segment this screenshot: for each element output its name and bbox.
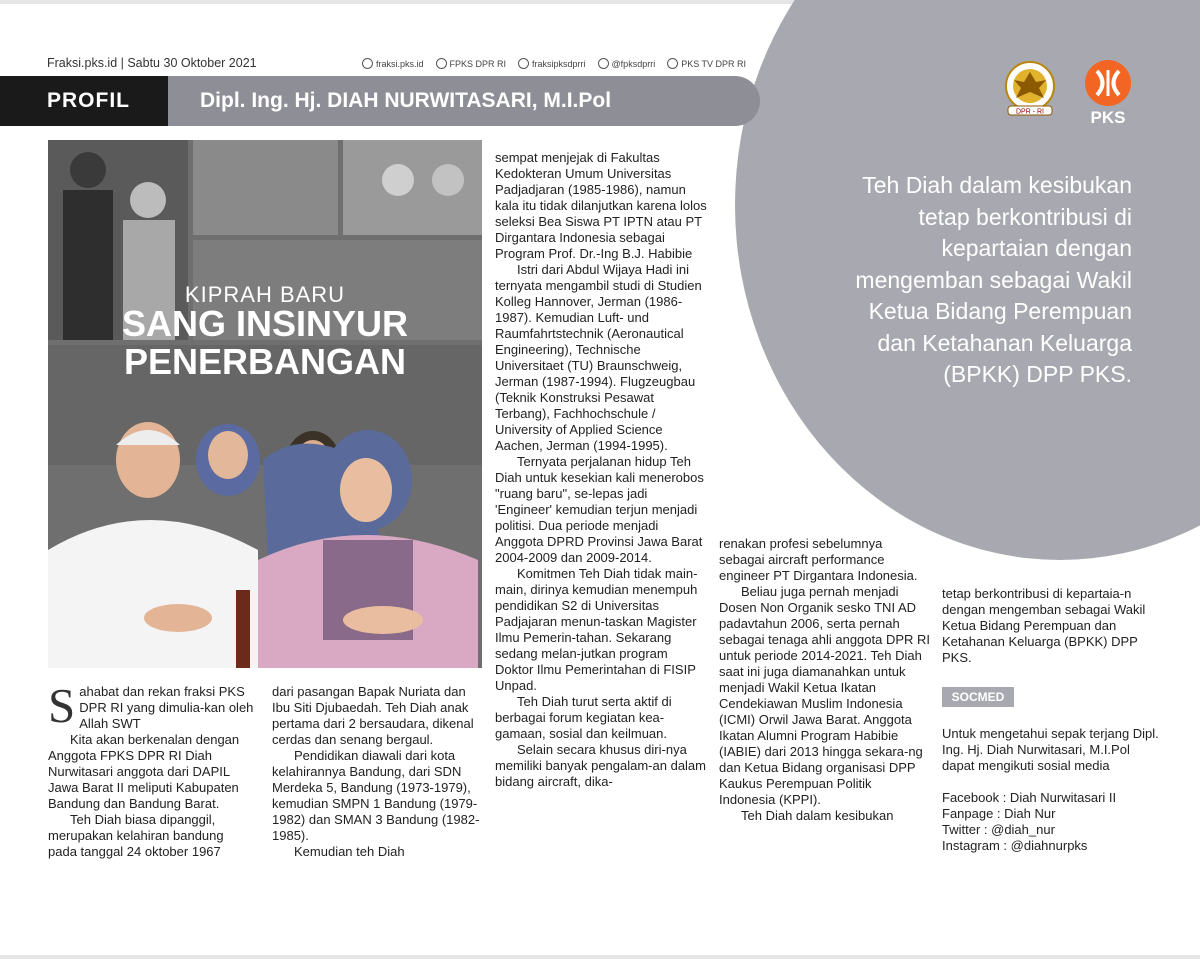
paragraph: Kita akan berkenalan dengan Anggota FPKS DPR RI Diah Nurwitasari anggota dari DAPIL Jawa Barat II meliputi Kabupaten Bandung dan Bandung Barat.	[48, 732, 240, 811]
article-column-5	[942, 586, 1162, 666]
photo-headline-line1: SANG INSINYUR	[121, 303, 409, 344]
socmed-intro: Untuk mengetahui sepak terjang Dipl. Ing. Hj. Diah Nurwitasari, M.I.Pol dapat mengikuti sosial media	[942, 726, 1159, 773]
instagram-icon	[518, 58, 529, 69]
paragraph: Pendidikan diawali dari kota kelahirannya Bandung, dari SDN Merdeka 5, Bandung (1973-1979), kemudian SMPN 1 Bandung (1979-1982) dan SMAN 3 Bandung (1982-1985).	[272, 748, 480, 843]
drop-cap: S	[48, 678, 76, 733]
paragraph: Komitmen Teh Diah tidak main-main, dirinya kemudian menempuh pendidikan S2 di Universitas Padjajaran menun-taskan Magister Ilmu Pemerin-tahan. Sekarang sedang melan-jutkan program Doktor Ilmu Pemerintahan di FISIP Unpad.	[495, 566, 698, 693]
article-column-4	[719, 536, 931, 824]
paragraph: Selain secara khusus diri-nya memiliki banyak pengalam-an dalam bidang aircraft, dika-	[495, 742, 706, 789]
socmed-badge: SOCMED	[942, 687, 1014, 707]
socmed-twitter: Twitter : @diah_nur	[942, 822, 1055, 837]
social-links	[362, 58, 746, 69]
photo-headline-line2: PENERBANGAN	[123, 341, 407, 382]
pull-quote: Teh Diah dalam kesibukan tetap berkontribusi di kepartaian dengan mengemban sebagai Wakil Ketua Bidang Perempuan dan Ketahanan Keluarga (BPKK) DPP PKS.	[855, 172, 1132, 387]
socmed-fanpage: Fanpage : Diah Nur	[942, 806, 1056, 821]
profile-name: Dipl. Ing. Hj. DIAH NURWITASARI, M.I.Pol	[200, 89, 612, 112]
paragraph: Teh Diah dalam kesibukan	[741, 808, 894, 823]
bottom-strip	[0, 955, 1200, 959]
facebook-icon	[436, 58, 447, 69]
socmed-facebook: Facebook : Diah Nurwitasari II	[942, 790, 1117, 805]
article-column-2	[272, 684, 484, 860]
paragraph: tetap berkontribusi di kepartaia-n dengan mengemban sebagai Wakil Ketua Bidang Perempuan dan Ketahanan Keluarga (BPKK) DPP PKS.	[942, 586, 1146, 665]
article-column-3	[495, 150, 707, 790]
profile-photo	[48, 140, 482, 668]
socmed-section	[942, 726, 1162, 854]
youtube-icon	[667, 58, 678, 69]
paragraph: Ternyata perjalanan hidup Teh Diah untuk kesekian kali menerobos "ruang baru", se-lepas jadi 'Engineer' kemudian terjun menjadi politisi. Dua periode menjadi Anggota DPRD Provinsi Jawa Barat 2004-2009 dan 2009-2014.	[495, 454, 704, 565]
site-date: Fraksi.pks.id | Sabtu 30 Oktober 2021	[47, 56, 257, 70]
paragraph: sempat menjejak di Fakultas Kedokteran Umum Universitas Padjadjaran (1985-1986), namun kala itu tidak dilanjutkan karena lolos seleksi Bea Siswa PT IPTN atau PT Dirgantara Indonesia sebagai Program Prof. Dr.-Ing B.J. Habibie	[495, 150, 707, 261]
paragraph: Kemudian teh Diah	[294, 844, 405, 859]
article-column-1	[48, 678, 254, 860]
social-item-youtube: PKS TV DPR RI	[667, 58, 746, 69]
social-item-web: fraksi.pks.id	[362, 58, 424, 69]
section-label: PROFIL	[47, 89, 130, 112]
paragraph: Teh Diah turut serta aktif di berbagai forum kegiatan kea-gamaan, sosial dan keilmuan.	[495, 694, 672, 741]
dpr-emblem-icon	[998, 58, 1062, 122]
paragraph: Teh Diah biasa dipanggil, merupakan kelahiran bandung pada tanggal 24 oktober 1967	[48, 812, 224, 859]
social-item-facebook: FPKS DPR RI	[436, 58, 507, 69]
pks-logo-text: PKS	[1090, 108, 1126, 127]
social-item-instagram: fraksipksdprri	[518, 58, 586, 69]
paragraph: dari pasangan Bapak Nuriata dan Ibu Siti Djubaedah. Teh Diah anak pertama dari 2 bersaudara, dikenal cerdas dan senang bergaul.	[272, 684, 474, 747]
photo-kicker: KIPRAH BARU	[184, 282, 346, 307]
paragraph: Istri dari Abdul Wijaya Hadi ini ternyata mengambil studi di Studien Kolleg Hannover, Jerman (1986-1987). Kemudian Luft- und Raumfahrtstechnik (Aeronautical Engineering), Technische Universitaet (TU) Braunschweig, Jerman (1987-1994). Flugzeugbau (Teknik Konstruksi Pesawat Terbang), Fachhochschule / University of Applied Science Aachen, Jerman (1994-1995).	[495, 262, 702, 453]
paragraph: renakan profesi sebelumnya sebagai aircraft performance engineer PT Dirgantara Indonesia.	[719, 536, 918, 583]
globe-icon	[362, 58, 373, 69]
socmed-instagram: Instagram : @diahnurpks	[942, 838, 1088, 853]
dpr-ribbon-text: DPR - RI	[1016, 108, 1044, 116]
social-item-twitter: @fpksdprri	[598, 58, 656, 69]
twitter-icon	[598, 58, 609, 69]
photo-headline	[48, 305, 482, 381]
paragraph: Sahabat dan rekan fraksi PKS DPR RI yang dimulia-kan oleh Allah SWT	[48, 678, 254, 733]
paragraph: Beliau juga pernah menjadi Dosen Non Organik sesko TNI AD padavtahun 2006, serta pernah sebagai tenaga ahli anggota DPR RI untuk periode 2014-2021. Teh Diah saat ini juga diamanahkan untuk menjadi Wakil Ketua Ikatan Cendekiawan Muslim Indonesia (ICMI) Orwil Jawa Barat. Anggota Ikatan Alumni Program Habibie (IABIE) dari 2013 hingga sekara-ng dan Ketua Bidang organisasi DPP Kaukus Perempuan Politik Indonesia (KPPI).	[719, 584, 931, 807]
